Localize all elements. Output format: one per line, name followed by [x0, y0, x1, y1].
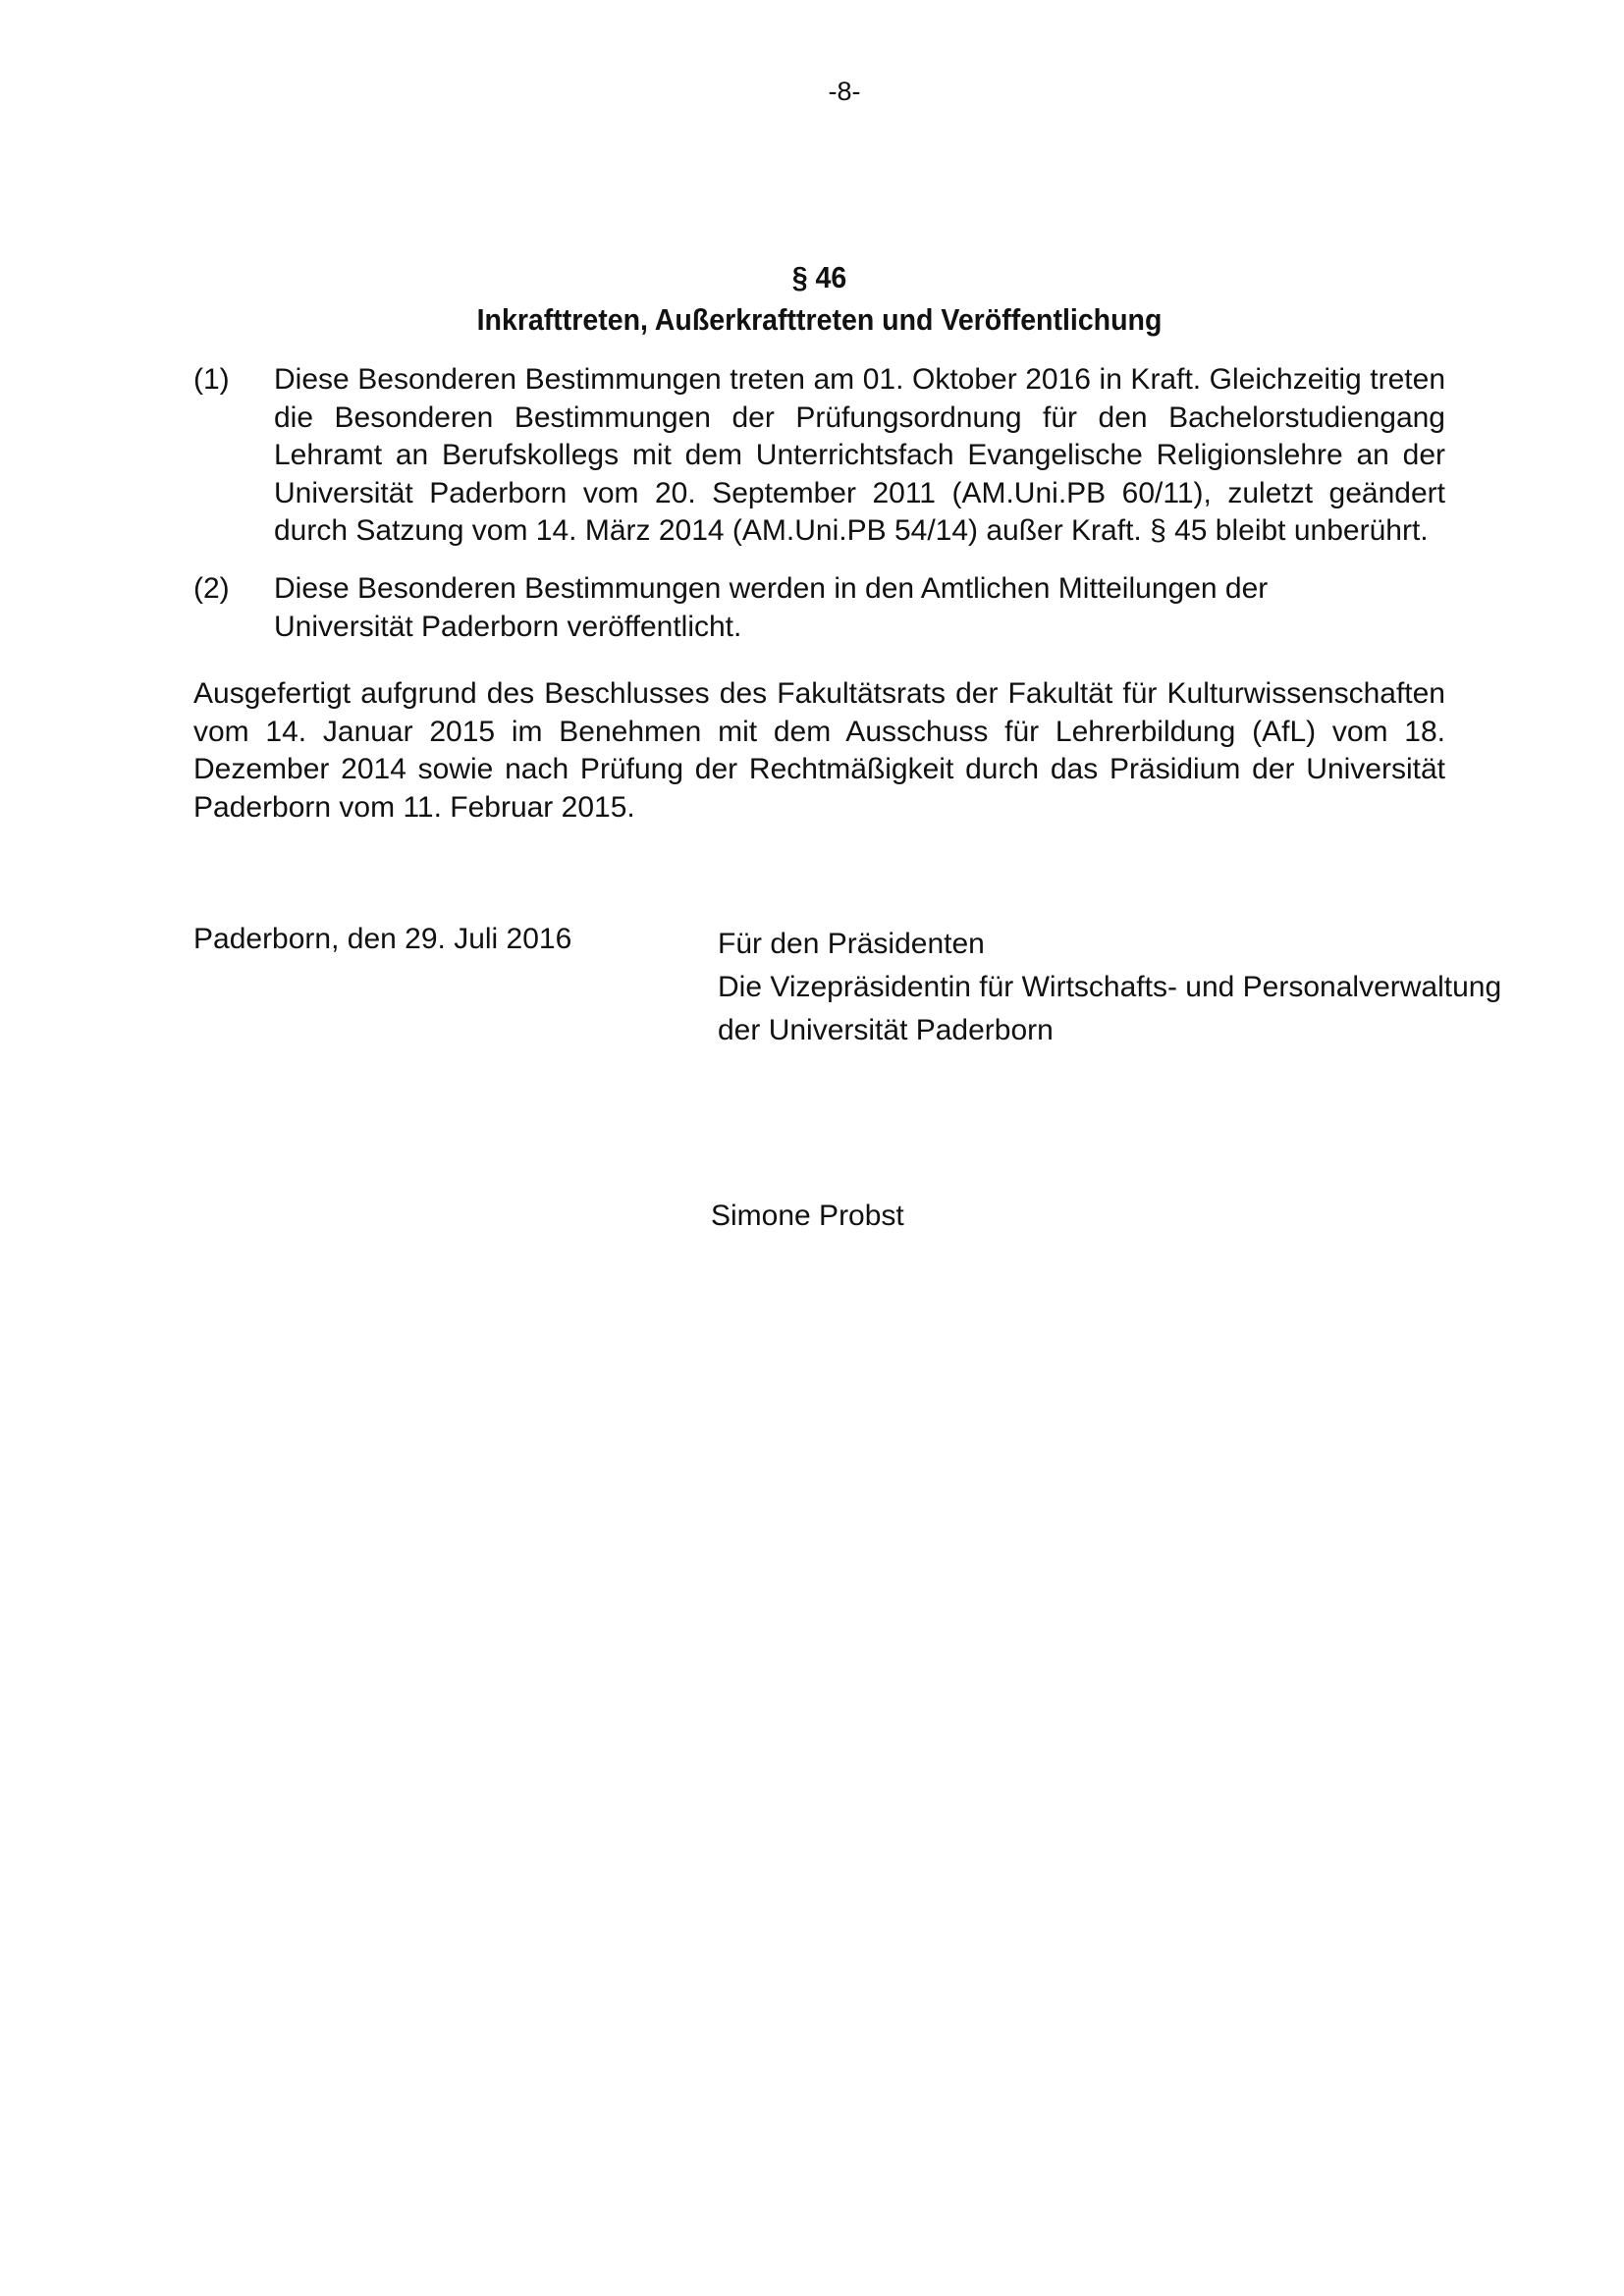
signatory-line-3: der Universität Paderborn [718, 1014, 1054, 1046]
section-number: § 46 [791, 260, 847, 294]
section-title: Inkrafttreten, Außerkrafttreten und Veröffentlichung [476, 302, 1163, 337]
place-date: Paderborn, den 29. Juli 2016 [193, 923, 572, 955]
signatory-block [718, 923, 1501, 1052]
paragraph-2-number: (2) [193, 572, 230, 605]
paragraph-1-number: (1) [193, 363, 230, 396]
paragraph-2 [193, 570, 1445, 646]
paragraph-1 [193, 361, 1445, 551]
signatory-line-2: Die Vizepräsidentin für Wirtschafts- und Personalverwaltung [718, 971, 1502, 1003]
signer-name: Simone Probst [711, 1200, 904, 1232]
paragraph-1-text: Diese Besonderen Bestimmungen treten am 01. Oktober 2016 in Kraft. Gleichzeitig treten die Besonderen Bestimmungen der Prüfungsordnung für den Bachelorstudiengang Lehramt an Berufskollegs mit dem Unterrichtsfach Evangelische Religionslehre an der Universität Paderborn vom 20. September 2011 (AM.Uni.PB 60/11), zuletzt geändert durch Satzung vom 14. März 2014 (AM.Uni.PB 54/14) außer Kraft. § 45 bleibt unberührt. [274, 363, 1445, 547]
paragraph-2-text: Diese Besonderen Bestimmungen werden in den Amtlichen Mitteilungen der Universität Paderborn veröffentlicht. [274, 572, 1269, 643]
page-number: -8- [828, 77, 861, 106]
closing-statement: Ausgefertigt aufgrund des Beschlusses des Fakultätsrats der Fakultät für Kulturwissenschaften vom 14. Januar 2015 im Benehmen mit dem Ausschuss für Lehrerbildung (AfL) vom 18. Dezember 2014 sowie nach Prüfung der Rechtmäßigkeit durch das Präsidium der Universität Paderborn vom 11. Februar 2015. [193, 677, 1445, 824]
signatory-line-1: Für den Präsidenten [718, 928, 985, 960]
